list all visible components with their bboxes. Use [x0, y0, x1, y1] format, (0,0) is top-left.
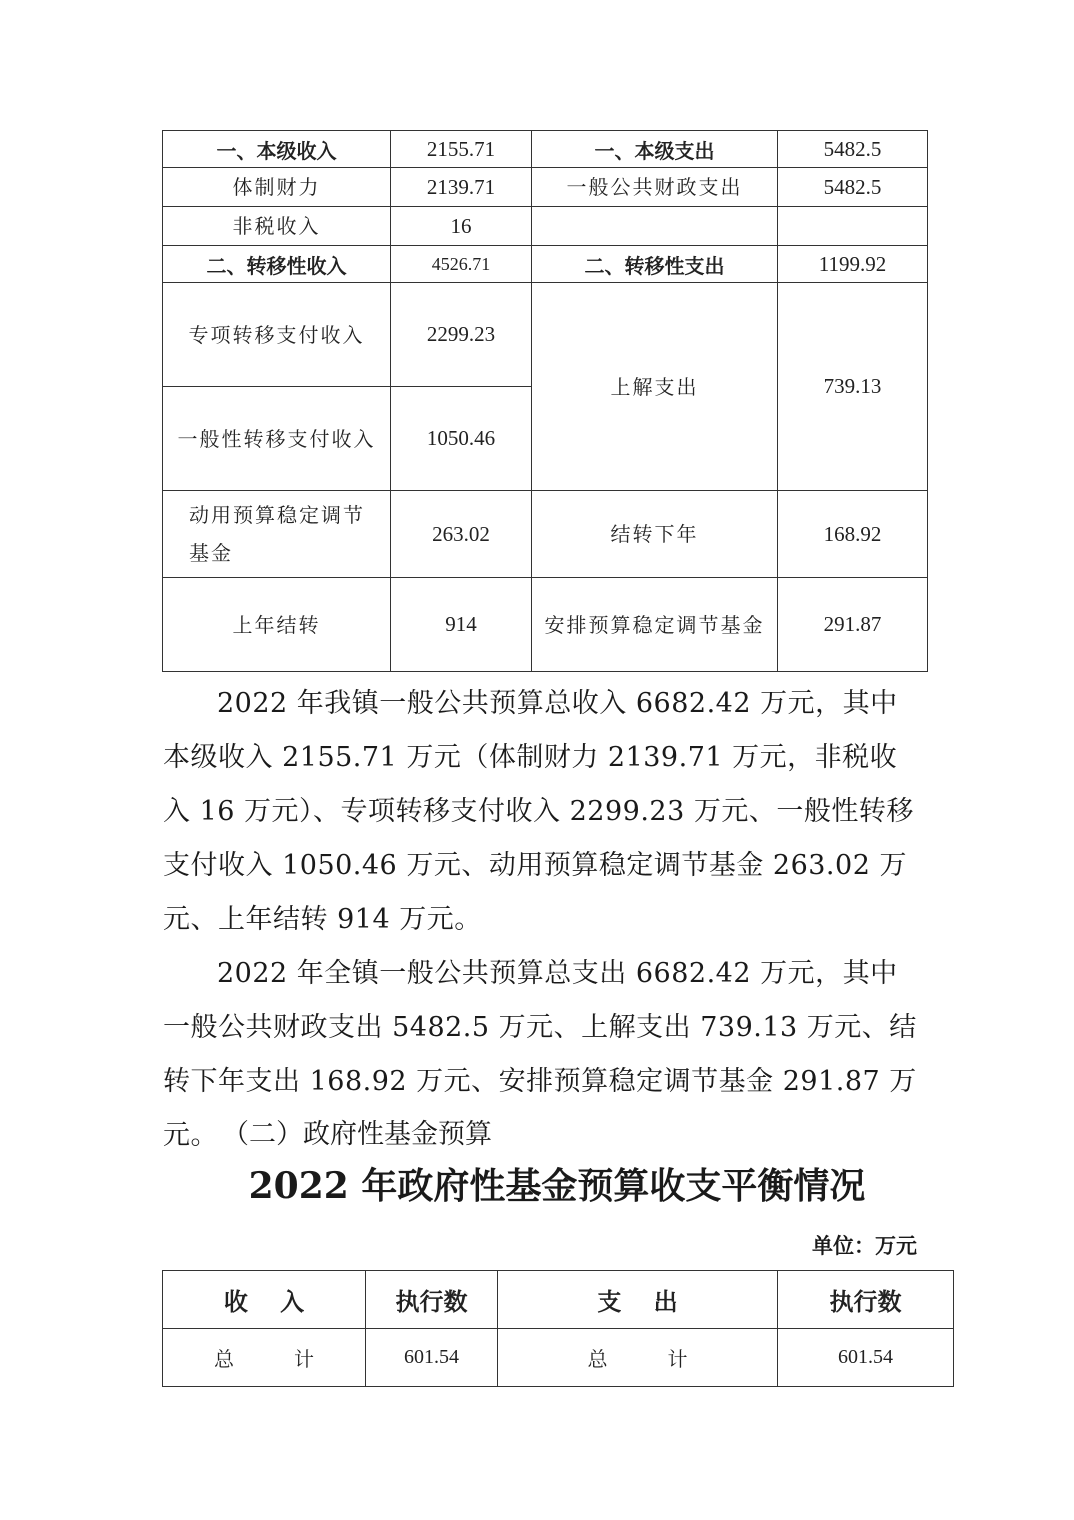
cell-out-label: 安排预算稳定调节基金 — [532, 578, 778, 672]
cell-in-value: 4526.71 — [391, 246, 532, 283]
total-expenditure-value: 601.54 — [778, 1329, 954, 1387]
cell-out-label: 上解支出 — [532, 283, 778, 491]
header-executed: 执行数 — [778, 1271, 954, 1329]
cell-out-value: 1199.92 — [778, 246, 928, 283]
cell-in-value: 263.02 — [391, 491, 532, 578]
cell-out-label: 二、转移性支出 — [532, 246, 778, 283]
total-income-label: 总 计 — [163, 1329, 366, 1387]
general-budget-table — [162, 130, 928, 672]
cell-out-label: 一、本级支出 — [532, 131, 778, 168]
cell-empty — [532, 207, 778, 246]
cell-in-value: 2139.71 — [391, 168, 532, 207]
expenditure-paragraph-text: 2022 年全镇一般公共预算总支出 6682.42 万元，其中一般公共财政支出 5482.5 万元、上解支出 739.13 万元、结转下年支出 168.92 万元、安排预算稳定调节基金 291.87 万元。 — [163, 958, 917, 1151]
cell-in-label: 上年结转 — [163, 578, 391, 672]
header-expenditure: 支 出 — [498, 1271, 778, 1329]
fund-table-title: 2022 年政府性基金预算收支平衡情况 — [248, 1165, 866, 1207]
cell-in-label: 专项转移支付收入 — [163, 283, 391, 387]
cell-out-value: 739.13 — [778, 283, 928, 491]
cell-in-value: 2299.23 — [391, 283, 532, 387]
cell-in-value: 16 — [391, 207, 532, 246]
header-executed: 执行数 — [366, 1271, 498, 1329]
cell-in-value: 914 — [391, 578, 532, 672]
cell-in-label: 体制财力 — [163, 168, 391, 207]
total-income-value: 601.54 — [366, 1329, 498, 1387]
cell-out-value: 5482.5 — [778, 131, 928, 168]
cell-out-label: 一般公共财政支出 — [532, 168, 778, 207]
cell-in-value: 2155.71 — [391, 131, 532, 168]
cell-out-label: 结转下年 — [532, 491, 778, 578]
cell-in-label: 一般性转移支付收入 — [163, 387, 391, 491]
cell-in-label: 一、本级收入 — [163, 131, 391, 168]
cell-in-label: 动用预算稳定调节基金 — [163, 491, 391, 578]
cell-empty — [778, 207, 928, 246]
cell-out-value: 168.92 — [778, 491, 928, 578]
header-income: 收 入 — [163, 1271, 366, 1329]
cell-out-value: 291.87 — [778, 578, 928, 672]
cell-in-value: 1050.46 — [391, 387, 532, 491]
total-expenditure-label: 总 计 — [498, 1329, 778, 1387]
fund-budget-table — [162, 1270, 954, 1387]
cell-in-label: 二、转移性收入 — [163, 246, 391, 283]
revenue-paragraph-text: 2022 年我镇一般公共预算总收入 6682.42 万元，其中本级收入 2155.71 万元（体制财力 2139.71 万元，非税收入 16 万元）、专项转移支付收入 2299.23 万元、一般性转移支付收入 1050.46 万元、动用预算稳定调节基金 263.02 万元、上年结转 914 万元。 — [163, 688, 914, 935]
cell-in-label: 非税收入 — [163, 207, 391, 246]
section-heading: （二）政府性基金预算 — [222, 1119, 492, 1150]
unit-label: 单位：万元 — [812, 1234, 917, 1258]
revenue-paragraph — [163, 677, 923, 947]
cell-out-value: 5482.5 — [778, 168, 928, 207]
